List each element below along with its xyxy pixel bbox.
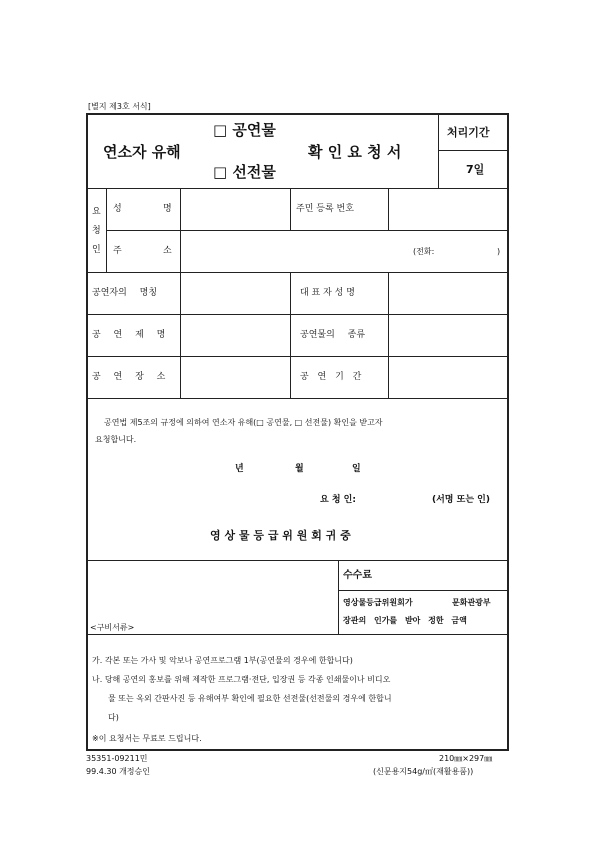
place-label: 공 연 장 소 — [92, 372, 166, 382]
fee-text-1a: 영상물등급위원회가 — [343, 598, 413, 607]
phone-label: (전화: — [413, 247, 435, 256]
document-item-2-line1: 나. 당해 공연의 홍보를 위해 제작한 프로그램·전단, 입장권 등 각종 인쇄물이나 비디오 — [92, 675, 391, 684]
date-day: 일 — [352, 464, 361, 474]
option-promotion[interactable]: □ 선전물 — [213, 163, 276, 181]
applicant-group-char-3: 인 — [92, 245, 101, 255]
document-item-2-line3: 다) — [108, 713, 119, 722]
address-label-2: 소 — [163, 246, 172, 256]
phone-close: ) — [497, 247, 501, 256]
paper-size: 210㎜×297㎜ — [439, 754, 493, 763]
frame-left — [86, 113, 88, 750]
applicant-group-char-1: 요 — [92, 207, 101, 217]
frame-right — [507, 113, 509, 750]
documents-label: <구비서류> — [90, 623, 135, 632]
representative-field[interactable] — [390, 274, 506, 312]
id-number-label: 주민 등록 번호 — [296, 204, 354, 214]
title-label: 공 연 제 명 — [92, 330, 166, 340]
date-year: 년 — [235, 464, 244, 474]
date-month: 월 — [295, 464, 304, 474]
fee-text-1b: 문화관광부 — [452, 598, 491, 607]
requester-label: 요 청 인: — [320, 495, 356, 505]
period-row-field[interactable] — [390, 358, 506, 396]
free-note: ※이 요청서는 무료로 드립니다. — [92, 734, 202, 743]
frame-bottom — [86, 749, 509, 751]
sign-label: (서명 또는 인) — [432, 495, 490, 505]
id-number-field[interactable] — [390, 190, 506, 228]
name-label-1: 성 — [113, 204, 122, 214]
paper-spec: (신문용지54g/㎡(재활용품)) — [373, 767, 474, 776]
form-subject: 연소자 유해 — [103, 143, 181, 161]
form-code: 35351-09211민 — [86, 754, 148, 763]
approval-date: 99.4.30 개정승인 — [86, 767, 150, 776]
form-title: 확 인 요 청 서 — [308, 143, 402, 161]
applicant-group-char-2: 청 — [92, 226, 101, 236]
document-item-1: 가. 각본 또는 가사 및 악보나 공연프로그램 1부(공연물의 경우에 한합니다) — [92, 656, 353, 665]
form-label: [별지 제3호 서식] — [88, 102, 151, 111]
fee-label: 수수료 — [343, 570, 372, 581]
kind-field[interactable] — [390, 316, 506, 354]
frame-top — [86, 113, 509, 115]
period-row-label: 공 연 기 간 — [300, 372, 362, 382]
place-field[interactable] — [182, 358, 288, 396]
address-label-1: 주 — [113, 246, 122, 256]
address-field[interactable] — [182, 232, 506, 270]
document-item-2-line2: 물 또는 옥외 간판사진 등 유해여부 확인에 필요한 선전물(선전물의 경우에 한합니 — [108, 694, 392, 703]
period-value: 7일 — [466, 163, 485, 176]
kind-label: 공연물의 종류 — [300, 330, 366, 340]
representative-label: 대 표 자 성 명 — [300, 288, 355, 298]
performer-name-label: 공연자의 명칭 — [92, 288, 158, 298]
period-label: 처리기간 — [447, 126, 490, 139]
name-label-2: 명 — [163, 204, 172, 214]
request-text-line2: 요청합니다. — [95, 435, 137, 444]
fee-text-2: 장관의 인가를 받아 정한 금액 — [343, 616, 467, 625]
addressee: 영 상 물 등 급 위 원 회 귀 중 — [210, 529, 351, 542]
title-field[interactable] — [182, 316, 288, 354]
performer-name-field[interactable] — [182, 274, 288, 312]
name-field[interactable] — [182, 190, 288, 228]
request-text-line1: 공연법 제5조의 규정에 의하여 연소자 유해(□ 공연물, □ 선전물) 확인을 받고자 — [104, 418, 383, 427]
option-performance[interactable]: □ 공연물 — [213, 121, 276, 139]
